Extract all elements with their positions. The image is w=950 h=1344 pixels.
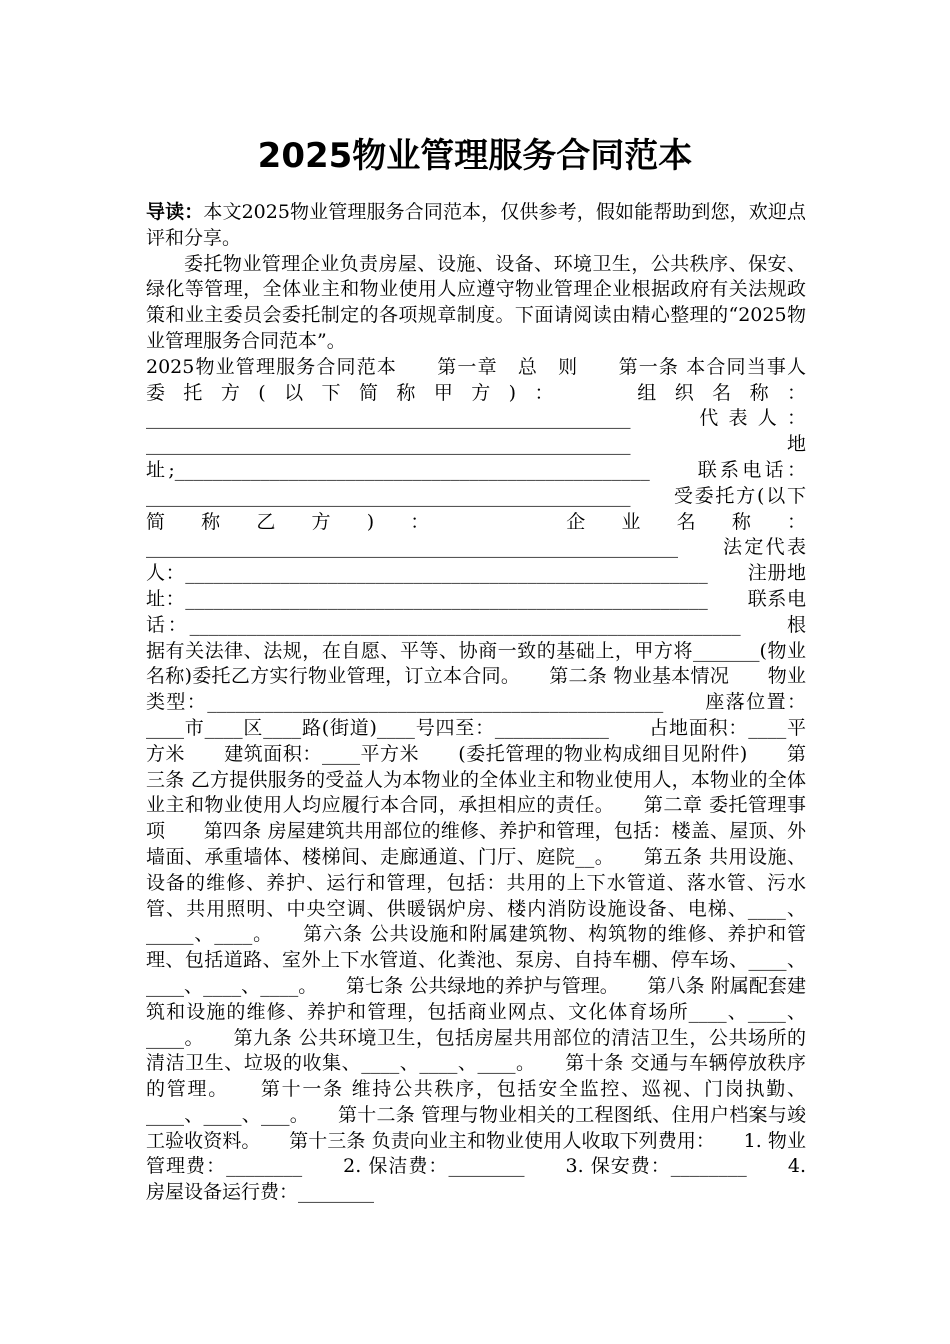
document-title: 2025物业管理服务合同范本 — [257, 136, 693, 176]
lead-text: 本文2025物业管理服务合同范本，仅供参考，假如能帮助到您，欢迎点评和分享。 — [146, 201, 806, 249]
lead-label: 导读： — [146, 201, 204, 223]
document-body — [146, 200, 845, 1206]
contract-body: 2025物业管理服务合同范本 第一章 总 则 第一条 本合同当事人 委托方(以下简称甲方)： 组织名称：___________________________________________________ 代表人：___________________________________________________ 地址;__________________________________________________ 联系电话：___________________________________________________ 受委托方(以下简称乙方)： 企业名称：________________________________________________________ 法定代表人：_______________________________________________________ 注册地址：_______________________________________________________ 联系电话：__________________________________________________________ 根据有关法律、法规，在自愿、平等、协商一致的基础上，甲方将_______(物业名称)委托乙方实行物业管理，订立本合同。 第二条 物业基本情况 物业类型：________________________________________________ 座落位置：____市____区____路(街道)____号四至：____________ 占地面积：____平方米 建筑面积：____平方米 (委托管理的物业构成细目见附件) 第三条 乙方提供服务的受益人为本物业的全体业主和物业使用人，本物业的全体业主和物业使用人均应履行本合同，承担相应的责任。 第二章 委托管理事项 第四条 房屋建筑共用部位的维修、养护和管理，包括：楼盖、屋顶、外墙面、承重墙体、楼梯间、走廊通道、门厅、庭院__。 第五条 共用设施、设备的维修、养护、运行和管理，包括：共用的上下水管道、落水管、污水管、共用照明、中央空调、供暖锅炉房、楼内消防设施设备、电梯、____、_____、____。 第六条 公共设施和附属建筑物、构筑物的维修、养护和管理、包括道路、室外上下水管道、化粪池、泵房、自持车棚、停车场、____、____、____、____。 第七条 公共绿地的养护与管理。 第八条 附属配套建筑和设施的维修、养护和管理，包括商业网点、文化体育场所____、____、____。 第九条 公共环境卫生，包括房屋共用部位的清洁卫生，公共场所的清洁卫生、垃圾的收集、____、____、____。 第十条 交通与车辆停放秩序的管理。 第十一条 维持公共秩序，包括安全监控、巡视、门岗执勤、____、____、___。 第十二条 管理与物业相关的工程图纸、住用户档案与竣工验收资料。 第十三条 负责向业主和物业使用人收取下列费用： 1. 物业管理费：________ 2. 保洁费：________ 3. 保安费：________ 4. 房屋设备运行费：________ — [146, 355, 845, 1204]
intro-paragraph: 委托物业管理企业负责房屋、设施、设备、环境卫生，公共秩序、保安、绿化等管理，全体业主和物业使用人应遵守物业管理企业根据政府有关法规政策和业主委员会委托制定的各项规章制度。下面请阅读由精心整理的“2025物业管理服务合同范本”。 — [146, 252, 806, 352]
lead-paragraph — [146, 200, 806, 252]
